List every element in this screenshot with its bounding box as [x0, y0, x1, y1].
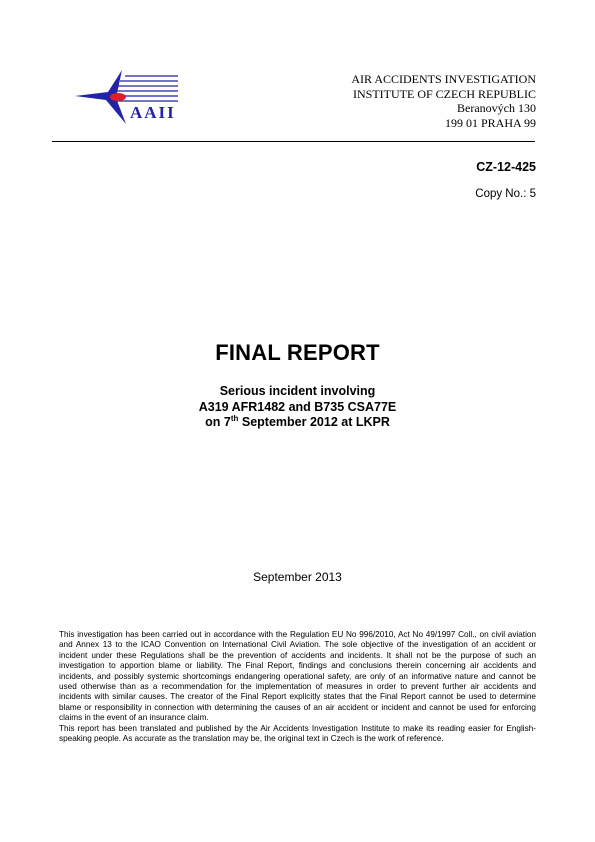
logo-text: AAII [130, 103, 176, 122]
institute-line: INSTITUTE OF CZECH REPUBLIC [353, 86, 536, 101]
report-reference: CZ-12-425 [476, 160, 536, 174]
copy-number: Copy No.: 5 [475, 188, 536, 200]
page-title: FINAL REPORT [215, 340, 380, 365]
publication-date: September 2013 [253, 570, 342, 584]
disclaimer [59, 630, 536, 744]
subtitle-date-prefix: on 7 [205, 415, 231, 429]
institute-line: Beranových 130 [457, 101, 536, 115]
disclaimer-paragraph: This investigation has been carried out in accordance with the Regulation EU No 996/2010, Act No 49/1997 Coll., on civil aviation and Annex 13 to the ICAO Convention on International Civil Aviation. The sole objective of the investigation of an accident or incident under these Regulations shall be the prevention of accidents and incidents. It shall not be the purpose of such an investigation to apportion blame or liability. The Final Report, findings and conclusions therein concerning air accidents and incidents, and possibly systemic shortcomings endangering operational safety, are only of an informative nature and cannot be used otherwise than as a recommendation for the implementation of measures in order to prevent further air accidents and incidents with similar causes. The creator of the Final Report explicitly states that the Final Report cannot be used to determine blame or responsibility in connection with determining the causes of an air accident or incident and cannot be used for enforcing claims in the event of an insurance claim. [59, 630, 536, 723]
subtitle-line-date [0, 415, 595, 431]
subtitle-date-suffix: th [230, 413, 239, 423]
institute-line: AIR ACCIDENTS INVESTIGATION [351, 72, 536, 86]
institute-line: 199 01 PRAHA 99 [444, 115, 536, 130]
header-divider [52, 141, 535, 142]
subtitle-line: Serious incident involving [219, 384, 376, 398]
subtitle-date-rest: September 2012 at LKPR [238, 415, 390, 429]
disclaimer-paragraph: This report has been translated and published by the Air Accidents Investigation Institute to make its reading easier for English-speaking people. As accurate as the translation may be, the original text in Czech is the work of reference. [59, 723, 536, 744]
subtitle-line: A319 AFR1482 and B735 CSA77E [198, 399, 397, 414]
aaii-logo [70, 66, 185, 128]
institute-address [351, 72, 536, 130]
report-subtitle [0, 384, 595, 431]
